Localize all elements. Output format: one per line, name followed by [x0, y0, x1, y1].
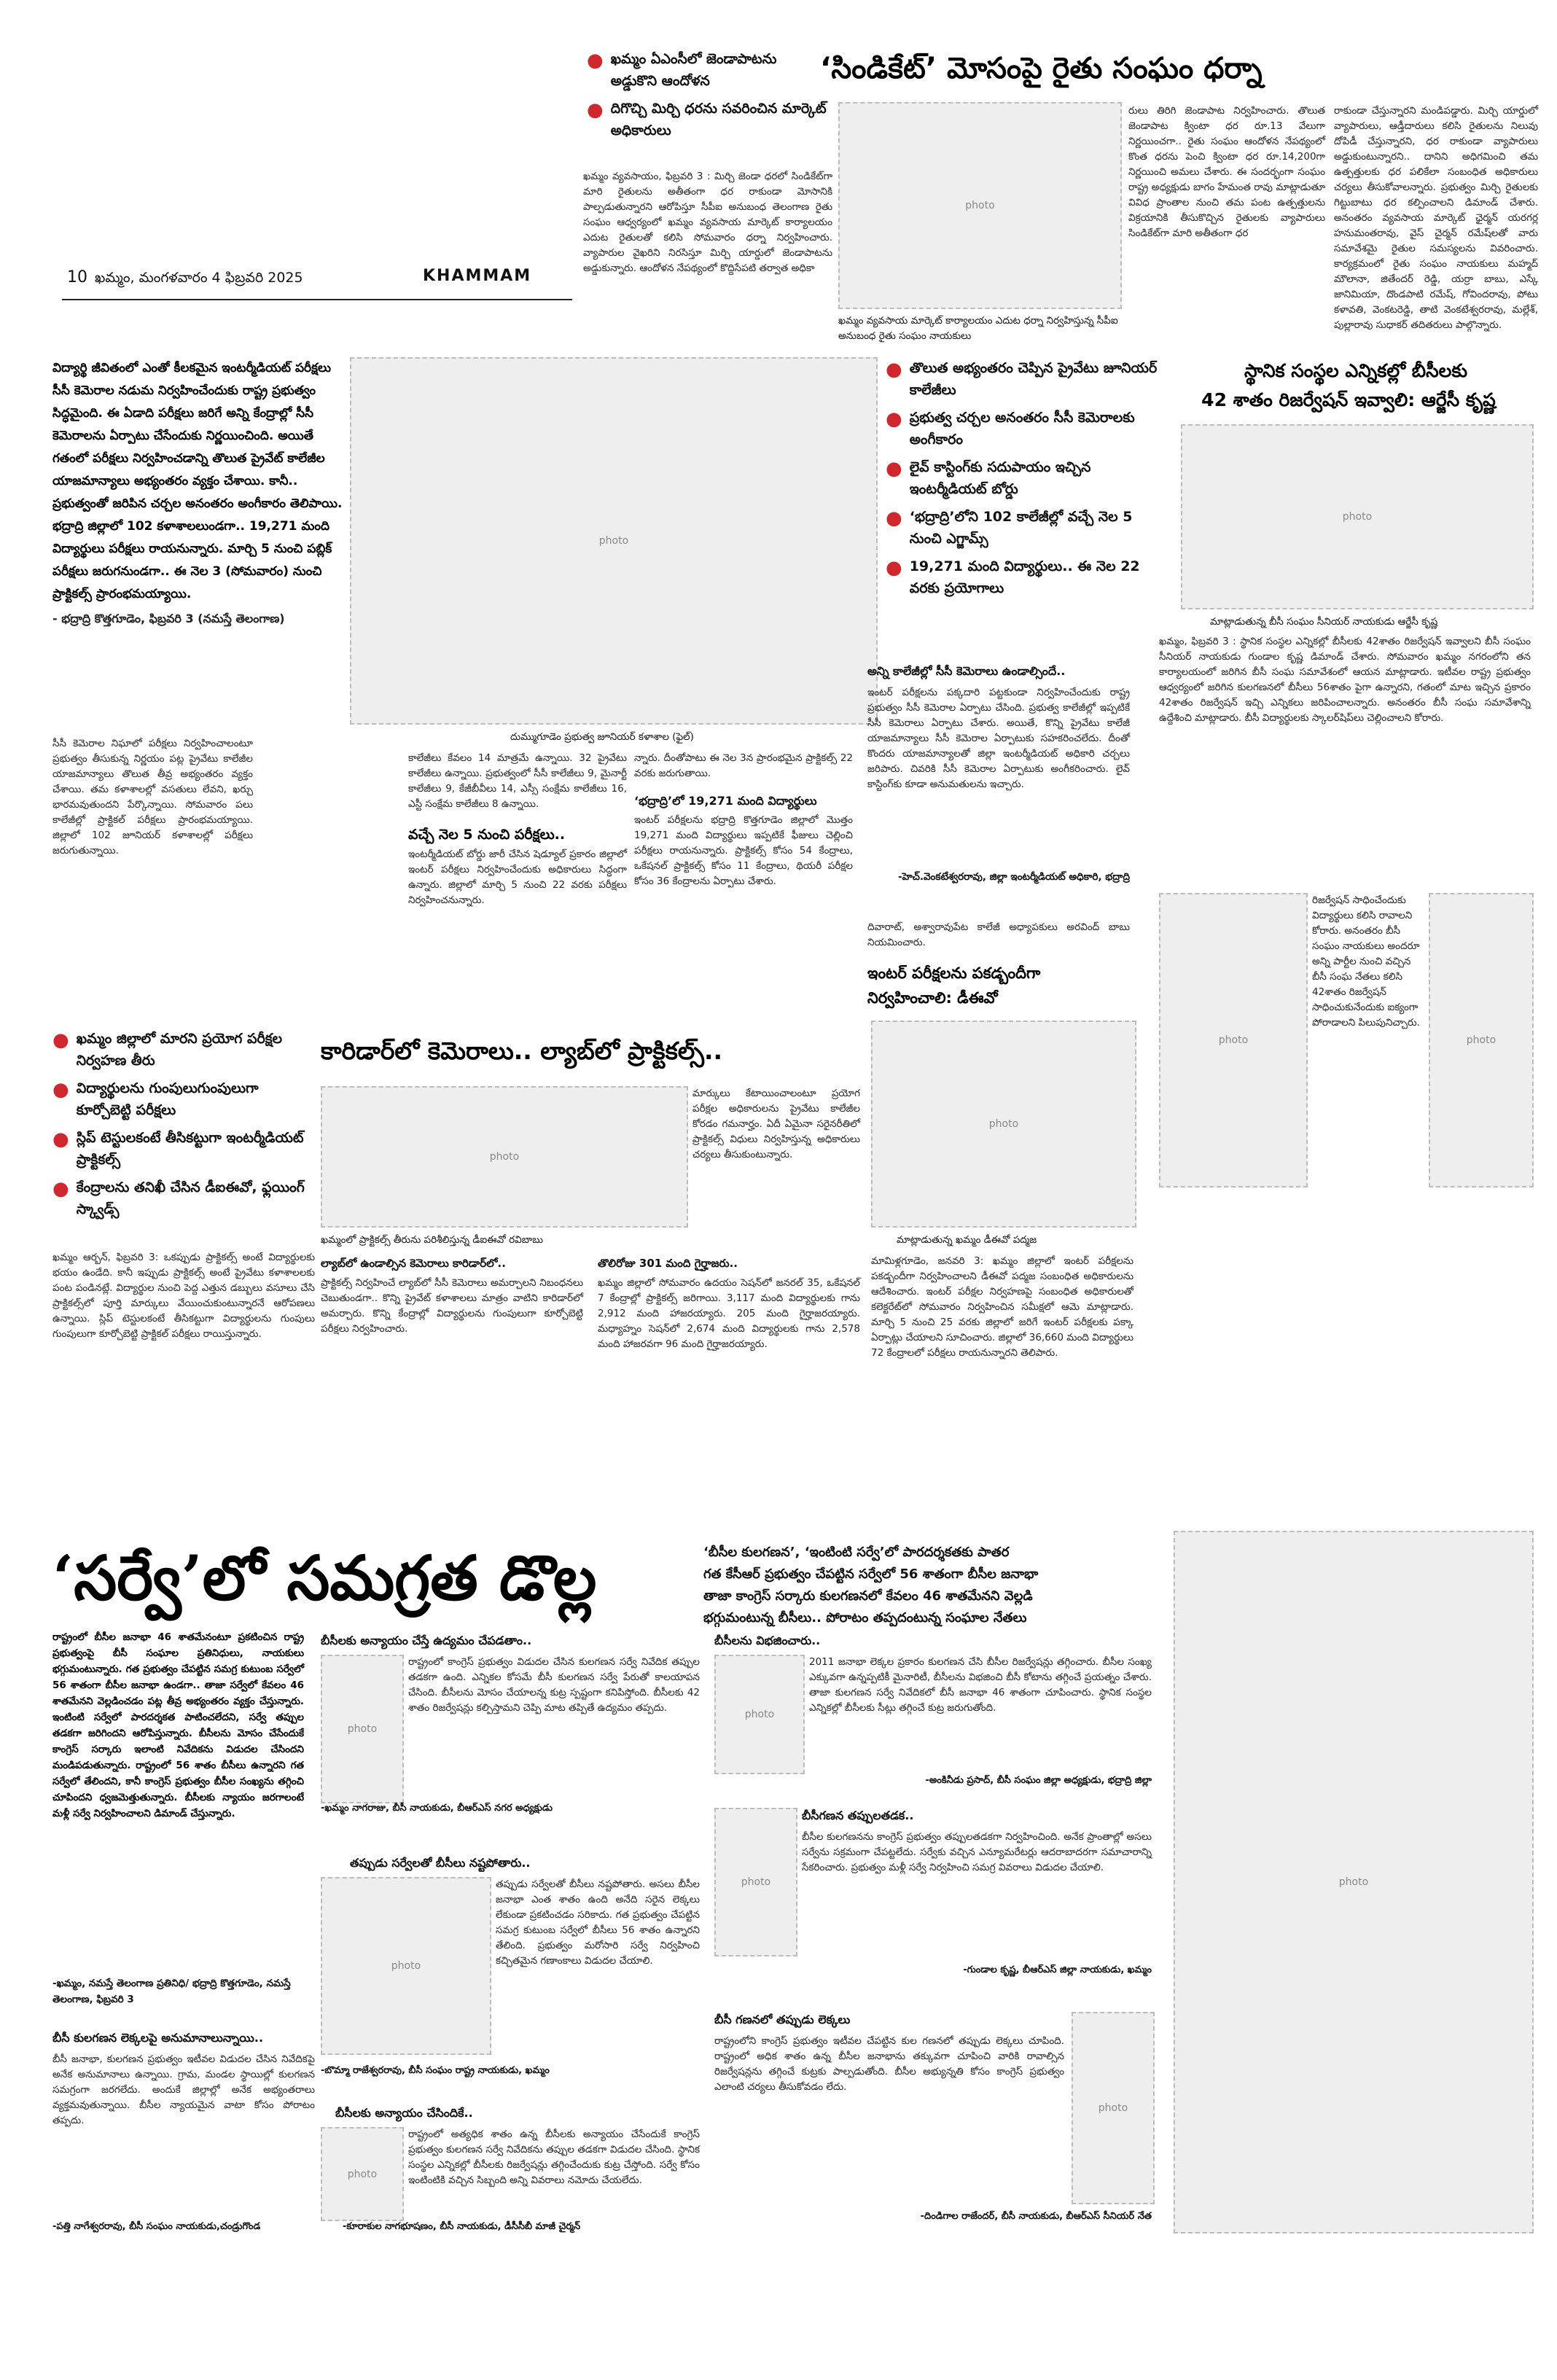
survey-right-space: photo — [1174, 1531, 1534, 2233]
exam-col3-subhead: ‘భద్రాద్రి’లో 19,271 మంది విద్యార్థులు — [634, 794, 817, 808]
exam-h2-body2: ప్రాక్టికల్స్ నిర్వహించే ల్యాబ్‌లో సీసీ కెమెరాలు అమర్చాలని నిబంధనలు చెబుతుండగా.. కొన్ని ప్రైవేట్ కళాశాలలు మాత్రం వాటిని కారిడార్‌లో అమర్చారు. కొన్ని కేంద్రాల్లో విద్యార్థులను గుంపులుగా కూర్చోబెట్టి పరీక్షలు నిర్వహించారు. — [321, 1277, 587, 1335]
exam-lab-caption: ఖమ్మంలో ప్రాక్టికల్స్ తీరును పరిశీలిస్తున్న డీఐఈవో రవిబాబు — [321, 1234, 544, 1246]
exam-col3: న్నారు. దీంతోపాటు ఈ నెల 3న ప్రారంభమైన ప్రాక్టికల్స్ 22 వరకు జరుగుతాయి. — [634, 752, 856, 779]
survey-s7-photo: photo — [1072, 2012, 1155, 2204]
exam-h2-subhead: ల్యాబ్‌లో ఉండాల్సిన కెమెరాలు కారిడార్‌లో.. — [321, 1257, 506, 1270]
top-body-left: ఖమ్మం వ్యవసాయం, ఫిబ్రవరి 3 : మిర్చి జెండా ధరలో సిండికేట్‌గా మారి రైతులను అతీతంగా ధర రాకుండా మోసానికి పాల్పడుతున్నారని ఆరోపిస్తూ సీపీఐ అనుబంధ తెలంగాణ రైతు సంఘం ఆధ్వర్యంలో ఖమ్మం వ్యవసాయ మార్కెట్ కార్యాలయం ఎదుట రైతులతో కలిసి సోమవారం ధర్నా నిర్వహించారు. వ్యాపారుల వైఖరిని నిరసిస్తూ మిర్చి యార్డులో జెండాపాటను అడ్డుకున్నారు. ఆందోళన నేపథ్యంలో కొద్దిసేపటి తర్వాత అధికా — [583, 171, 836, 274]
top-bullet: ● దిగొచ్చి మిర్చి ధరను సవరించిన మార్కెట్ అధికారులు — [587, 99, 827, 138]
survey-kicker-line: ‘బీసీల కులగణన’, ‘ఇంటింటి సర్వే’లో పారదర్శకతకు పాతర — [703, 1545, 1010, 1560]
top-photo: photo — [838, 102, 1122, 309]
survey-s4-body: బీసీ జనాభా, కులగణన ప్రభుత్వం ఇటీవల విడుదల చేసిన నివేదికపై అనేక అనుమానాలు ఉన్నాయి. గ్రామ, మండల స్థాయిల్లో కులగణన సమగ్రంగా జరగలేదు. అందుకే జిల్లాల్లో అనేక అభ్యంతరాలు వ్యక్తమవుతున్నాయి. బీసీల న్యాయమైన వాటా కోసం పోరాటం తప్పదు. — [52, 2053, 319, 2126]
exam-mid-bullet: ● విద్యార్థులను గుంపులుగుంపులుగా కూర్చోబెట్టి పరీక్షలు — [52, 1079, 259, 1118]
local-photo: photo — [1181, 424, 1534, 609]
survey-s3-body: రాష్ట్రంలో అత్యధిక శాతం ఉన్న బీసీలకు అన్యాయం చేసేందుకే కాంగ్రెస్ ప్రభుత్వం కులగణన సర్వే నివేదికను తప్పుల తడకగా విడుదల చేసింది. స్థానిక సంస్థల ఎన్నికల్లో బీసీలకు రిజర్వేషన్లు తగ్గించేందుకు కుట్ర చేస్తోంది. సర్వే కోసం ఇంటింటికి వచ్చిన సిబ్బంది అన్ని వివరాలు నమోదు చేయలేదు. — [408, 2129, 703, 2186]
survey-s5-photo: photo — [714, 1655, 805, 1774]
deo-caption: మాట్లాడుతున్న ఖమ్మం డీఈవో పద్మజ — [897, 1234, 1037, 1246]
bullet-icon: ● — [52, 1029, 69, 1051]
exam-col2: కాలేజీలు కేవలం 14 మాత్రమే ఉన్నాయి. 32 ప్రైవేటు కాలేజీలు ఉన్నాయి. ప్రభుత్వంలో సీసీ కాలేజీలు 9, మైనార్టీ కాలేజీలు 9, కేజీబీవీలు 14, ఎస్సీ సంక్షేమ కాలేజీలు 16, ఎస్టీ సంక్షేమ కాలేజీలు 8 ఉన్నాయి. — [408, 752, 631, 810]
exam-h2-body3: ఖమ్మం జిల్లాలో సోమవారం ఉదయం సెషన్‌లో జనరల్ 35, ఒకేషనల్ 7 కేంద్రాల్లో ప్రాక్టికల్స్ జరిగాయి. 3,117 మంది విద్యార్థులకు గాను 2,912 మంది హాజరయ్యారు. 205 మంది గైర్హాజరయ్యారు. మధ్యాహ్నం సెషన్‌లో 2,674 మంది విద్యార్థులకు గాను 2,578 మంది హాజరవగా 96 మంది గైర్హాజరయ్యారు. — [598, 1277, 864, 1350]
survey-s3-photo: photo — [321, 2127, 404, 2221]
exam-col2-subhead: వచ్చే నెల 5 నుంచి పరీక్షలు.. — [408, 827, 566, 843]
local-photo-caption: మాట్లాడుతున్న బీసీ సంఘం సీనియర్ నాయకుడు ఆర్జేసీ కృష్ణ — [1210, 616, 1438, 628]
exam-col1: సీసీ కెమెరాల నిఘాలో పరీక్షలు నిర్వహించాలంటూ ప్రభుత్వం తీసుకున్న నిర్ణయం పట్ల ప్రైవేటు కాలేజీల యాజమాన్యాలు తొలుత తీవ్ర అభ్యంతరం వ్యక్తం చేశాయి. తమ కళాశాలల్లో వసతులు లేవని, ఖర్చు భారమవుతుందని పేర్కొన్నాయి. సోమవారం పలు కాలేజీల్లో ప్రాక్టికల్ పరీక్షలు ప్రారంభమయ్యాయి. జిల్లాలో 102 జూనియర్ కళాశాలల్లో పరీక్షలు జరుగుతున్నాయి. — [52, 738, 257, 857]
survey-s4-sign: -పత్తి నాగేశ్వరరావు, బీసీ సంఘం నాయకుడు,చండ్రుగొండ — [52, 2221, 261, 2232]
survey-s2-body: తప్పుడు సర్వేలతో బీసీలు నష్టపోతారు. అసలు బీసీల జనాభా ఎంత శాతం ఉంది అనేది సరైన లెక్కలు లేకుండా ప్రకటించడం సరికాదు. గత ప్రభుత్వం చేపట్టిన సమగ్ర కుటుంబ సర్వేలో బీసీలు 56 శాతం ఉన్నారని తేలింది. ప్రభుత్వం మరోసారి సర్వే నిర్వహించి కచ్చితమైన గణాంకాలు విడుదల చేయాలి. — [496, 1878, 703, 1967]
survey-s7-body: రాష్ట్రంలోని కాంగ్రెస్ ప్రభుత్వం ఇటీవల చేపట్టిన కుల గణనలో తప్పుడు లెక్కలు చూపింది. రాష్ట్రంలో అధిక శాతం ఉన్న బీసీల జనాభాను తక్కువగా చూపించి వారికి రావాల్సిన రిజర్వేషన్లను తగ్గించే కుట్రకు పాల్పడుతోంది. బీసీల అభ్యున్నతి కోసం కాంగ్రెస్ ప్రభుత్వం ఎలాంటి చర్యలు తీసుకోవడం లేదు. — [714, 2035, 1068, 2093]
section-title: KHAMMAM — [423, 267, 532, 285]
survey-s5-head: బీసీలను విభజించారు.. — [714, 1634, 821, 1647]
survey-s1-photo: photo — [321, 1655, 404, 1803]
exam-side-quote: -హెచ్.వెంకటేశ్వరరావు, జిల్లా ఇంటర్మీడియట్ అధికారి, భద్రాద్రి — [898, 871, 1130, 883]
survey-s6-sign: -గుండాల కృష్ణ, బీఆర్‌ఎస్ జిల్లా నాయకుడు, ఖమ్మం — [963, 1965, 1152, 1975]
local-photo3: photo — [1429, 893, 1534, 1187]
exam-intro: విద్యార్థి జీవితంలో ఎంతో కీలకమైన ఇంటర్మీడియట్ పరీక్షలు సీసీ కెమెరాల నడుమ నిర్వహించేందుకు రాష్ట్ర ప్రభుత్వం సిద్ధమైంది. ఈ ఏడాది పరీక్షలు జరిగే అన్ని కేంద్రాల్లో సీసీ కెమెరాలను ఏర్పాటు చేసేందుకు నిర్ణయించింది. అయితే గతంలో పరీక్షలు నిర్వహించడాన్ని తొలుత ప్రైవేట్ కాలేజీల యాజమాన్యాలు అభ్యంతరం వ్యక్తం చేశాయి. కానీ.. ప్రభుత్వంతో జరిపిన చర్చల అనంతరం అంగీకారం తెలిపాయి. భద్రాద్రి జిల్లాలో 102 కళాశాలలుండగా.. 19,271 మంది విద్యార్థులు పరీక్షలు రాయనున్నారు. మార్చి 5 నుంచి పబ్లిక్ పరీక్షలు జరుగనుండగా.. ఈ నెల 3 (సోమవారం) నుంచి ప్రాక్టికల్స్ ప్రారంభమయ్యాయి. — [52, 361, 347, 601]
bullet-icon: ● — [886, 507, 902, 529]
local-photo2: photo — [1159, 893, 1308, 1187]
survey-dateline: -ఖమ్మం, నమస్తే తెలంగాణ ప్రతినిధి/ భద్రాద్రి కొత్తగూడెం, నమస్తే తెలంగాణ, ఫిబ్రవరి 3 — [52, 1978, 291, 2005]
local-narrow-col: రిజర్వేషన్ సాధించేందుకు విద్యార్థులు కలిసి రావాలని కోరారు. అనంతరం బీసీ సంఘం నాయకులు అందరూ అన్ని పార్టీల నుంచి వచ్చిన బీసీ సంఘ నేతలు కలిసి 42శాతం రిజర్వేషన్ సాధించుకునేందుకు ఐక్యంగా పోరాడాలని పిలుపునిచ్చారు. — [1312, 894, 1423, 1029]
top-body-right: రాకుండా చేస్తున్నారని మండిపడ్డారు. మిర్చి యార్డులో వ్యాపారులు, ఆడ్తీదారులు కలిసి రైతులను నిలువు దోపిడీ చేస్తున్నారని, ధర రాకుండా వ్యాపారులు అడ్డుకుంటున్నారని.. దానిని అధిగమించి తమ ఉత్పత్తులకు ధర పలికేలా సంబంధిత అధికారులు చర్యలు తీసుకోవాలన్నారు. ప్రభుత్వం మిర్చి రైతులకు గిట్టుబాటు ధర కల్పించాలని డిమాండ్ చేశారు. అనంతరం వ్యవసాయ మార్కెట్ ఛైర్మన్ యరగర్ల హనుమంతరావు, వైస్ చైర్మన్ రమేష్‌లతో వారు సమావేశమై రైతుల సమస్యలను వివరించారు. కార్యక్రమంలో రైతు సంఘం నాయకులు మహ్మద్ మౌలానా, జితేందర్ రెడ్డి, యర్రా బాబు, ఎస్కే జానిమియా, దొండపాటి రమేష్, గోవిందరావు, పోటు కళావతి, వెంకటరెడ్డి, తాటి వెంకటేశ్వరరావు, మల్లేశ్, పుల్లారావు సుధాకర్ తదితరులు పాల్గొన్నారు. — [1334, 105, 1542, 331]
top-body-mid: రులు తిరిగి జెండాపాట నిర్వహించారు. తొలుత జెండాపాట క్వింటా ధర రూ.13 వేలుగా నిర్ణయించగా.. రైతు సంఘం ఆందోళన నేపథ్యంలో కొంత ధరను పెంచి క్వింటా ధర రూ.14,200గా నిర్ణయించి అమలు చేశారు. ఈ సందర్భంగా సంఘం రాష్ట్ర అధ్యక్షుడు బాగం హేమంత రావు మాట్లాడుతూ వివిధ ప్రాంతాల నుంచి తమ పంట ఉత్పత్తులను విక్రయానికి తీసుకొచ్చిన రైతులకు వ్యాపారులు సిండికేట్‌గా మారి అతీతంగా ధర — [1128, 105, 1329, 239]
exam-col3b: ఇంటర్ పరీక్షలను భద్రాద్రి కొత్తగూడెం జిల్లాలో మొత్తం 19,271 మంది విద్యార్థులు ఇప్పటికే ఫీజులు చెల్లించి పరీక్షలు రాయనున్నారు. ప్రాక్టికల్స్ కోసం 54 కేంద్రాలు, ఒకేషనల్ ప్రాక్టికల్స్ కోసం 11 కేంద్రాలు, థియరీ పరీక్షల కోసం 36 కేంద్రాలను ఏర్పాటు చేశారు. — [634, 814, 856, 887]
survey-s5-sign: -అంకినీడు ప్రసాద్, బీసీ సంఘం జిల్లా అధ్యక్షుడు, భద్రాద్రి జిల్లా — [925, 1775, 1152, 1786]
bullet-icon: ● — [52, 1128, 69, 1150]
survey-s2-photo: photo — [321, 1877, 491, 2055]
exam-h2-subhead2: తొలిరోజు 301 మంది గైర్హాజరు.. — [598, 1257, 738, 1270]
survey-s1-head: బీసీలకు అన్యాయం చేస్తే ఉద్యమం చేపడతాం.. — [321, 1634, 532, 1647]
survey-s6-head: బీసీగణన తప్పులతడక.. — [802, 1809, 914, 1822]
exam-dateline: - భద్రాద్రి కొత్తగూడెం, ఫిబ్రవరి 3 (నమస్తే తెలంగాణ) — [52, 612, 285, 625]
exam-main-photo: photo — [350, 357, 878, 725]
exam-mid-bullets — [52, 1028, 315, 1226]
exam-mid-bullet: ● స్లిప్ టెస్టులకంటే తీసికట్టుగా ఇంటర్మీడియట్ ప్రాక్టికల్స్ — [52, 1128, 304, 1168]
survey-headline: ‘సర్వే’లో సమగ్రత డొల్ల — [52, 1542, 597, 1614]
bullet-icon: ● — [886, 408, 902, 430]
exam-bullet: ● ‘భద్రాద్రి’లోని 102 కాలేజీల్లో వచ్చే నెల 5 నుంచి ఎగ్జామ్స్ — [886, 507, 1133, 547]
exam-col2b: ఇంటర్మీడియట్ బోర్డు జారీ చేసిన షెడ్యూల్ ప్రకారం జిల్లాలో ఇంటర్ పరీక్షలు నిర్వహించేందుకు అధికారులు సిద్ధంగా ఉన్నారు. జిల్లాలో మార్చి 5 నుంచి 22 వరకు పరీక్షలు నిర్వహించనున్నారు. — [408, 848, 631, 906]
survey-s7-sign: -దిండిగాల రాజేందర్, బీసీ నాయకుడు, బీఆర్‌ఎస్ సీనియర్ నేత — [920, 2211, 1152, 2222]
exam-lab-photo: photo — [321, 1086, 688, 1228]
survey-s3-sign: -కూరాకుల నాగభూషణం, బీసీ నాయకుడు, డీసీసీబీ మాజీ చైర్మన్ — [343, 2221, 581, 2232]
exam-side-subhead: అన్ని కాలేజీల్లో సీసీ కెమెరాలు ఉండాల్సిందే.. — [867, 664, 1066, 678]
survey-s5-body: 2011 జనాభా లెక్కల ప్రకారం కులగణన చేసి బీసీల రిజర్వేషన్లు తగ్గించారు. బీసీల సంఖ్య ఎక్కువగా ఉన్నప్పటికీ మైనారిటీ, బీసీలను విభజించి బీసీ కోటాను తగ్గించే ప్రయత్నం చేశారు. తాజా కులగణన సర్వే నివేదికలో బీసీ జనాభా 46 శాతంగా చూపించారు. స్థానిక సంస్థల ఎన్నికల్లో బీసీలకు సీట్లు తగ్గించే కుట్ర జరుగుతోంది. — [809, 1656, 1155, 1714]
exam-side-body: ఇంటర్ పరీక్షలను పక్కదారి పట్టకుండా నిర్వహించేందుకు రాష్ట్ర ప్రభుత్వం సీసీ కెమెరాల ఏర్పాటు చేసింది. ప్రభుత్వ కాలేజీల్లో ఇప్పటికే సీసీ కెమెరాలు ఏర్పాటు చేశారు. అయితే, కొన్ని ప్రైవేటు కాలేజీ యాజమాన్యాలు సీసీ కెమెరాల ఏర్పాటుకు సహకరించలేదు. దీంతో కొందరు యాజమాన్యాలతో జిల్లా ఇంటర్మీడియట్ అధికారి చర్చలు జరిపారు. చివరికి సీసీ కెమెరాల ఏర్పాటుకు అంగీకరించారు. లైవ్ కాస్టింగ్‌కు కూడా అనుమతులను ఇచ్చారు. — [867, 687, 1133, 790]
exam-mid-bullet: ● కేంద్రాలను తనిఖీ చేసిన డీఐఈవో, ఫ్లయింగ్ స్క్వాడ్స్ — [52, 1178, 305, 1217]
survey-s2-head: తప్పుడు సర్వేలతో బీసీలు నష్టపోతారు.. — [350, 1856, 531, 1870]
survey-s6-photo: photo — [714, 1808, 797, 1956]
bullet-icon: ● — [52, 1178, 69, 1200]
survey-kicker-line: తాజా కాంగ్రెస్ సర్కారు కులగణనలో కేవలం 46 శాతమేనని వెల్లడి — [703, 1588, 1033, 1604]
exam-kh-col1: ఖమ్మం ఆర్బన్, ఫిబ్రవరి 3: ఒకప్పుడు ప్రాక్టికల్స్ అంటే విద్యార్థులకు భయం ఉండేది. కానీ ఇప్పుడు ప్రాక్టికల్స్ అంటే ప్రైవేటు కళాశాలలకు పంట పండినట్లే. విద్యార్థుల నుంచి పెద్ద ఎత్తున డబ్బులు వసూలు చేసి ప్రాక్టికల్స్‌లో పూర్తి మార్కులు వేయించుకుంటున్నారనే ఆరోపణలు ఉన్నాయి. స్లిప్ టెస్టులకంటే తీసికట్టుగా విద్యార్థులను గుంపులు గుంపులుగా కూర్చోబెట్టి ప్రాక్టికల్ పరీక్షలు రాయిస్తున్నారు. — [52, 1252, 319, 1340]
exam-bullet: ● 19,271 మంది విద్యార్థులు.. ఈ నెల 22 వరకు ప్రయోగాలు — [886, 557, 1140, 596]
exam-mid-bullet: ● ఖమ్మం జిల్లాలో మారని ప్రయోగ పరీక్షల నిర్వహణ తీరు — [52, 1029, 283, 1069]
bullet-icon: ● — [52, 1079, 69, 1101]
survey-intro: రాష్ట్రంలో బీసీల జనాభా 46 శాతమేనంటూ ప్రకటించిన రాష్ట్ర ప్రభుత్వంపై బీసీ సంఘాల ప్రతినిధులు, నాయకులు భగ్గుమంటున్నారు. గత ప్రభుత్వం చేపట్టిన సమగ్ర కుటుంబ సర్వేలో 56 శాతంగా బీసీల జనాభా ఉండగా.. తాజా సర్వేలో కేవలం 46 శాతమేనని వెల్లడించడం పట్ల తీవ్ర అభ్యంతరం వ్యక్తం చేస్తున్నారు. ఇంటింటి సర్వేలో పారదర్శకత పాటించలేదని, సర్వే తప్పుల తడకగా జరిగిందని ఆరోపిస్తున్నారు. బీసీలను మోసం చేసేందుకే కాంగ్రెస్ సర్కారు ఇలాంటి నివేదికను విడుదల చేసిందని మండిపడుతున్నారు. రాష్ట్రంలో 56 శాతం బీసీలు ఉన్నారని గత సర్వేలో తేలిందని, కానీ కాంగ్రెస్ ప్రభుత్వం బీసీల సంఖ్యను తగ్గించి చూపిందని ధ్వజమెత్తుతున్నారు. బీసీలకు న్యాయం జరగాలంటే మళ్లీ సర్వే నిర్వహించాలని డిమాండ్ చేస్తున్నారు. — [52, 1631, 308, 1819]
deo-photo: photo — [871, 1021, 1136, 1228]
survey-s6-body: బీసీల కులగణనను కాంగ్రెస్ ప్రభుత్వం తప్పులతడకగా నిర్వహించింది. అనేక ప్రాంతాల్లో అసలు సర్వేను సక్రమంగా చేపట్టలేదు. సర్వేకు వచ్చిన ఎన్యూమరేటర్లు ఆదరాబాదరగా సమాచారాన్ని సేకరించారు. ప్రభుత్వం మళ్లీ సర్వే నిర్వహించి సమగ్ర వివరాలు విడుదల చేయాలి. — [802, 1831, 1155, 1873]
deo-body: మామిళ్లగూడెం, జనవరి 3: ఖమ్మం జిల్లాలో ఇంటర్ పరీక్షలను పకడ్బందీగా నిర్వహించాలని డీఈవో పద్మజ సంబంధిత అధికారులను ఆదేశించారు. ఇంటర్ పరీక్షల నిర్వహణపై సంబంధిత అధికారులతో కలెక్టరేట్‌లో సోమవారం నిర్వహించిన సమీక్షలో ఆమె మాట్లాడారు. మార్చి 5 నుంచి 25 వరకు జిల్లాలో జరిగే ఇంటర్ పరీక్షలకు పక్కా ఏర్పాట్లు చేయాలని సూచించారు. జిల్లాలో 36,660 మంది విద్యార్థులు 72 కేంద్రాలలో పరీక్షలు రాయనున్నారని తెలిపారు. — [871, 1255, 1137, 1359]
exam-intro-box — [52, 357, 347, 629]
survey-s2-sign: -బొమ్మా రాజేశ్వరరావు, బీసీ సంఘం రాష్ట్ర నాయకుడు, ఖమ్మం — [321, 2065, 550, 2076]
exam-headline2: కారిడార్‌లో కెమెరాలు.. ల్యాబ్‌లో ప్రాక్టికల్స్.. — [321, 1037, 723, 1065]
survey-kicker-line: భగ్గుమంటున్న బీసీలు.. పోరాటం తప్పదంటున్న సంఘాల నేతలు — [703, 1610, 1027, 1626]
date-line: ఖమ్మం, మంగళవారం 4 ఫిబ్రవరి 2025 — [95, 270, 303, 286]
bullet-icon: ● — [886, 557, 902, 579]
survey-s1-sign: -ఖమ్మం నాగరాజు, బీసీ నాయకుడు, బీఆర్‌ఎస్ నగర అధ్యక్షుడు — [321, 1803, 553, 1814]
exam-bullets — [886, 357, 1163, 605]
local-body: ఖమ్మం, ఫిబ్రవరి 3 : స్థానిక సంస్థల ఎన్నికల్లో బీసీలకు 42శాతం రిజర్వేషన్ ఇవ్వాలని బీసీ సంఘం సీనియర్ నాయకుడు గుండాల కృష్ణ డిమాండ్ చేశారు. సోమవారం ఖమ్మం నగరంలోని తన కార్యాలయంలో జరిగిన బీసీ సంఘ సమావేశంలో ఆయన మాట్లాడారు. ఇటీవల రాష్ట్ర ప్రభుత్వం ఆధ్వర్యంలో జరిగిన కులగణనలో బీసీలు 56శాతం పైగా ఉన్నారని, గతంలో మాట ఇచ్చిన ప్రకారం 42శాతం రిజర్వేషన్ ఇచ్చి ఎన్నికలు జరిపించాలన్నారు. అనంతరం బీసీ సంఘ సమావేశాన్ని ఉద్దేశించి మాట్లాడారు. బీసీ విద్యార్థులకు స్కాలర్‌షిప్‌లు చెల్లించాలని కోరారు. — [1159, 636, 1534, 724]
local-headline2: 42 శాతం రిజర్వేషన్ ఇవ్వాలి: ఆర్జేసీ కృష్ణ — [1201, 389, 1496, 410]
bullet-icon: ● — [886, 359, 902, 381]
bullet-icon: ● — [886, 458, 902, 480]
local-headline1: స్థానిక సంస్థల ఎన్నికల్లో బీసీలకు — [1244, 360, 1468, 381]
bullet-icon: ● — [587, 99, 604, 121]
top-bullets — [587, 48, 827, 147]
survey-s1-body: రాష్ట్రంలో కాంగ్రెస్ ప్రభుత్వం విడుదల చేసిన కులగణన సర్వే నివేదిక తప్పుల తడకగా ఉంది. ఎన్నికల కోసమే బీసీ కులగణన సర్వే పేరుతో కాలయాపన చేసింది. బీసీలను మోసం చేయాలన్న కుట్ర స్పష్టంగా కనిపిస్తోంది. బీసీలకు 42 శాతం రిజర్వేషన్లు కల్పిస్తామని చెప్పి మాట తప్పితే ఉద్యమం తప్పదు. — [408, 1656, 703, 1714]
exam-bullet: ● లైవ్ కాస్టింగ్‌కు సదుపాయం ఇచ్చిన ఇంటర్మీడియట్ బోర్డు — [886, 458, 1091, 497]
survey-s3-head: బీసీలకు అన్యాయం చేసిందికే.. — [335, 2106, 473, 2120]
survey-s7-head: బీసీ గణనలో తప్పుడు లెక్కలు — [714, 2013, 851, 2026]
masthead-rule — [62, 299, 572, 300]
survey-kicker — [703, 1542, 1170, 1629]
exam-bullet: ● తొలుత అభ్యంతరం చెప్పిన ప్రైవేటు జూనియర్ కాలేజీలు — [886, 359, 1158, 398]
exam-h2-body: మార్కులు కేటాయించాలంటూ ప్రయోగ పరీక్షల అధికారులను ప్రైవేటు కాలేజీల కోరడం గమనార్హం. ఏదీ ఏమైనా సరైనరీతిలో ప్రాక్టికల్స్ విధులు నిర్వహిస్తున్న అధికారులు చర్యలు తీసుకుంటున్నారు. — [692, 1088, 864, 1160]
survey-s4-head: బీసీ కులగణన లెక్కలపై అనుమానాలున్నాయి.. — [52, 2031, 264, 2045]
exam-side-subhead2: ఇంటర్ పరీక్షలను పకడ్బందీగా నిర్వహించాలి: డీఈవో — [867, 964, 1041, 1007]
exam-side-body2: దివారాట్, అశ్వారావుపేట కాలేజీ అధ్యాపకులు అరవింద్ బాబు నియమించారు. — [867, 921, 1133, 948]
survey-kicker-line: గత కేసీఆర్ ప్రభుత్వం చేపట్టిన సర్వేలో 56 శాతంగా బీసీల జనాభా — [703, 1566, 1039, 1582]
exam-photo-caption: దుమ్ముగూడెం ప్రభుత్వ జూనియర్ కళాశాల (ఫైల్) — [510, 731, 694, 743]
page-number: 10 — [67, 268, 87, 286]
top-headline: ‘సిండికేట్’ మోసంపై రైతు సంఘం ధర్నా — [820, 52, 1263, 85]
bullet-icon: ● — [587, 50, 604, 71]
exam-bullet: ● ప్రభుత్వ చర్చల అనంతరం సీసీ కెమెరాలకు అంగీకారం — [886, 408, 1135, 448]
top-bullet: ● ఖమ్మం ఏఎంసీలో జెండాపాటను అడ్డుకొని ఆందోళన — [587, 50, 777, 89]
top-photo-caption: ఖమ్మం వ్యవసాయ మార్కెట్ కార్యాలయం ఎదుట ధర్నా నిర్వహిస్తున్న సీపీఐ అనుబంధ రైతు సంఘం నాయకులు — [838, 315, 1118, 342]
